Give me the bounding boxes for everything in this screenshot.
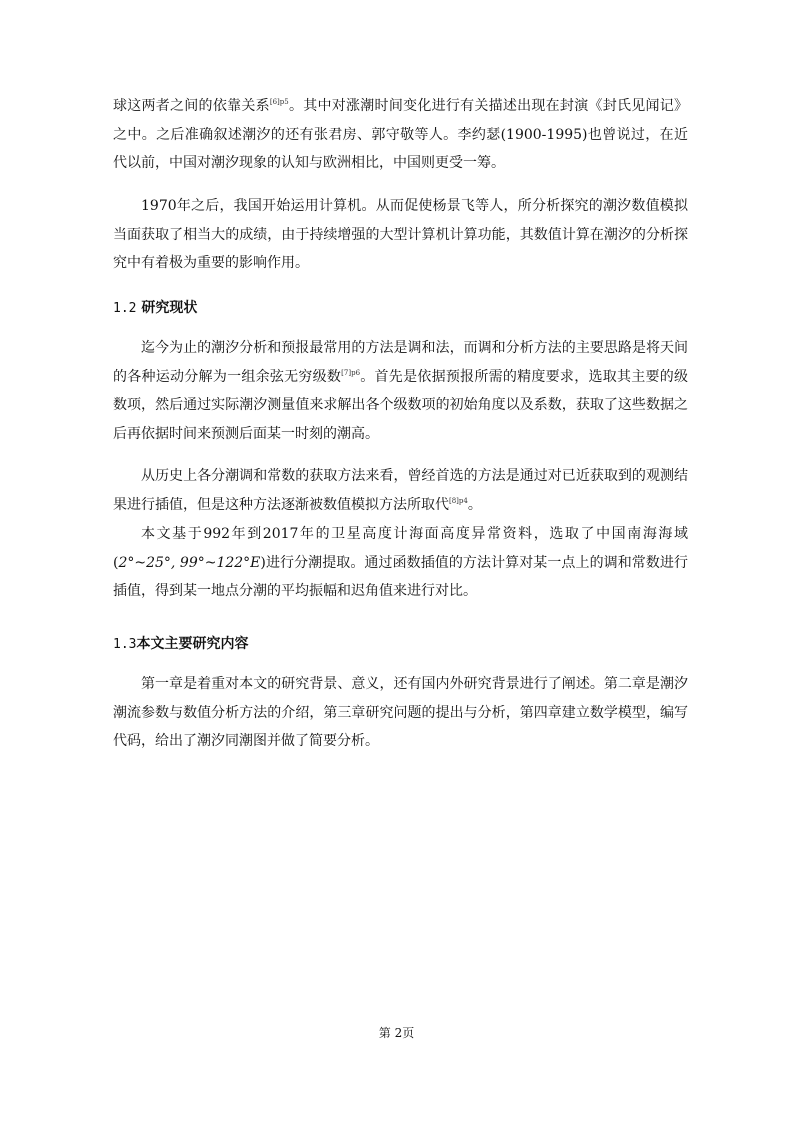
paragraph-text: 从历史上各分潮调和常数的获取方法来看，曾经首选的方法是通过对已近获取到的观测结果进行插值，但是这种方法逐渐被数值模拟方法所取代 <box>113 468 688 513</box>
paragraph-text: 。其中对涨潮时间变化进行有关描述出现在封演《封氏见闻记》之中。之后准确叙述潮汐的还有张君房、郭守敬等人。李约瑟(1900-1995)也曾说过，在近代以前，中国对潮汐现象的认知与欧洲相比，中国则更受一筹。 <box>113 98 689 172</box>
paragraph-3 <box>113 334 688 448</box>
citation-ref[interactable]: [8]p4 <box>449 496 468 505</box>
paragraph-text: 1970年之后，我国开始运用计算机。从而促使杨景飞等人，所分析探究的潮汐数值模拟当面获取了相当大的成绩，由于持续增强的大型计算机计算功能，其数值计算在潮汐的分析探究中有着极为重要的影响作用。 <box>113 198 688 272</box>
paragraph-5 <box>113 520 688 606</box>
paragraph-6 <box>113 670 688 756</box>
section-heading-1-2 <box>113 298 197 319</box>
section-heading-1-3 <box>113 634 248 655</box>
paragraph-text: )进行分潮提取。通过函数插值的方法计算对某一点上的调和常数进行插值，得到某一地点分潮的平均振幅和迟角值来进行对比。 <box>113 554 688 600</box>
paragraph-text: 迄今为止的潮汐分析和预报最常用的方法是调和法，而调和分析方法的主要思路是将天间的各种运动分解为一组余弦无穷级数 <box>113 340 688 385</box>
math-longitude-range: 99°~122°E <box>179 554 261 571</box>
section-title: 本文主要研究内容 <box>136 636 249 652</box>
page-number: 第 2页 <box>378 1026 415 1040</box>
section-title: 研究现状 <box>141 300 198 316</box>
paragraph-text: 本文基于992年到2017年的卫星高度计海面高度异常资料，选取了中国南海海域( <box>113 526 688 571</box>
paragraph-text: 。首先是依据预报所需的精度要求，选取其主要的级数项，然后通过实际潮汐测量值来求解出各个级数项的初始角度以及系数，获取了这些数据之后再依据时间来预测后面某一时刻的潮高。 <box>113 368 689 442</box>
citation-ref[interactable]: [7]p6 <box>341 368 361 377</box>
citation-ref[interactable]: [6]p5 <box>269 98 289 106</box>
paragraph-2 <box>113 192 688 278</box>
math-latitude-range: 2°~25°, <box>118 554 176 571</box>
paragraph-4 <box>113 462 688 519</box>
paragraph-text: 第一章是着重对本文的研究背景、意义，还有国内外研究背景进行了阐述。第二章是潮汐潮流参数与数值分析方法的介绍，第三章研究问题的提出与分析，第四章建立数学模型，编写代码，给出了潮汐同潮图并做了简要分析。 <box>113 676 688 750</box>
paragraph-1 <box>113 92 688 178</box>
paragraph-text: 球这两者之间的依靠关系 <box>113 98 270 114</box>
paragraph-text: 。 <box>467 496 482 513</box>
section-number: 1.2 <box>113 301 137 316</box>
section-number: 1.3 <box>113 637 137 652</box>
